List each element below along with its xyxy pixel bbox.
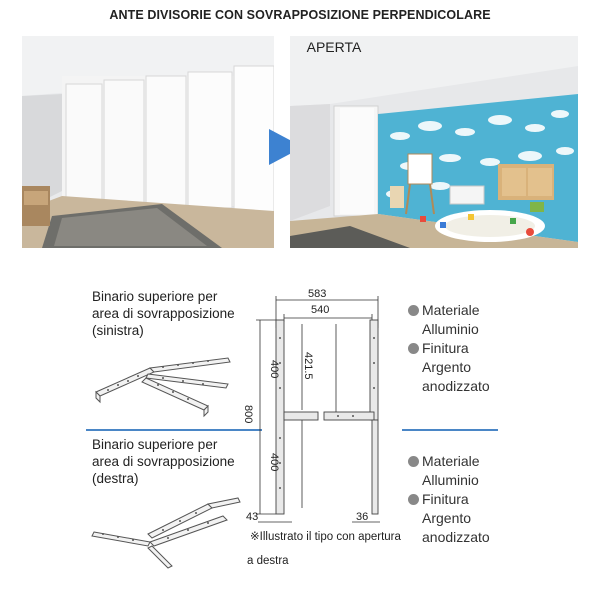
dim-lower-height: 400 [268,453,280,472]
right-rail-title-line-3: (destra) [92,471,139,486]
note-line-1: ※Illustrato il tipo con apertura [250,531,401,543]
bullet-dot-icon [408,343,419,354]
spec-left-finish-value-2: anodizzato [422,378,490,394]
spec-left-material-value: Alluminio [422,321,479,337]
page-title: ANTE DIVISORIE CON SOVRAPPOSIZIONE PERPENDICOLARE [109,8,491,22]
left-rail-title-line-3: (sinistra) [92,323,144,338]
spec-left-material: Materiale [408,301,528,320]
separator-right [402,429,498,431]
left-rail-title-line-1: Binario superiore per [92,289,218,304]
right-rail-title-line-1: Binario superiore per [92,437,218,452]
dim-right-offset: 36 [356,511,369,523]
spec-left [408,301,528,396]
dimension-drawing [248,288,408,538]
right-rail-title-line-2: area di sovrapposizione [92,454,235,469]
dim-inner-width: 540 [311,304,330,316]
dim-left-offset: 43 [246,511,259,523]
spec-right [408,452,528,547]
spec-right-finish: Finitura [408,490,528,509]
closed-room-photo [22,36,274,248]
spec-right-material-value: Alluminio [422,472,479,488]
note-line-2: a destra [247,555,289,567]
dim-total-height: 800 [242,405,254,424]
spec-right-finish-value-2: anodizzato [422,529,490,545]
left-rail-illustration [88,350,248,420]
dim-overall-width: 583 [308,288,327,300]
left-rail-title [92,288,272,339]
spec-right-finish-value-1: Argento [422,510,472,526]
spec-left-finish: Finitura [408,339,528,358]
spec-right-material: Materiale [408,452,528,471]
right-rail-illustration [88,494,248,569]
spec-left-finish-value-1: Argento [422,359,472,375]
bullet-dot-icon [408,456,419,467]
left-rail-title-line-2: area di sovrapposizione [92,306,235,321]
bullet-dot-icon [408,305,419,316]
open-label: APERTA [306,39,362,55]
bullet-dot-icon [408,494,419,505]
separator-left [86,429,262,431]
dim-upper-height: 400 [268,360,280,379]
open-room-photo [290,36,578,248]
right-rail-title [92,436,272,487]
dim-side-height: 421.5 [302,352,314,380]
